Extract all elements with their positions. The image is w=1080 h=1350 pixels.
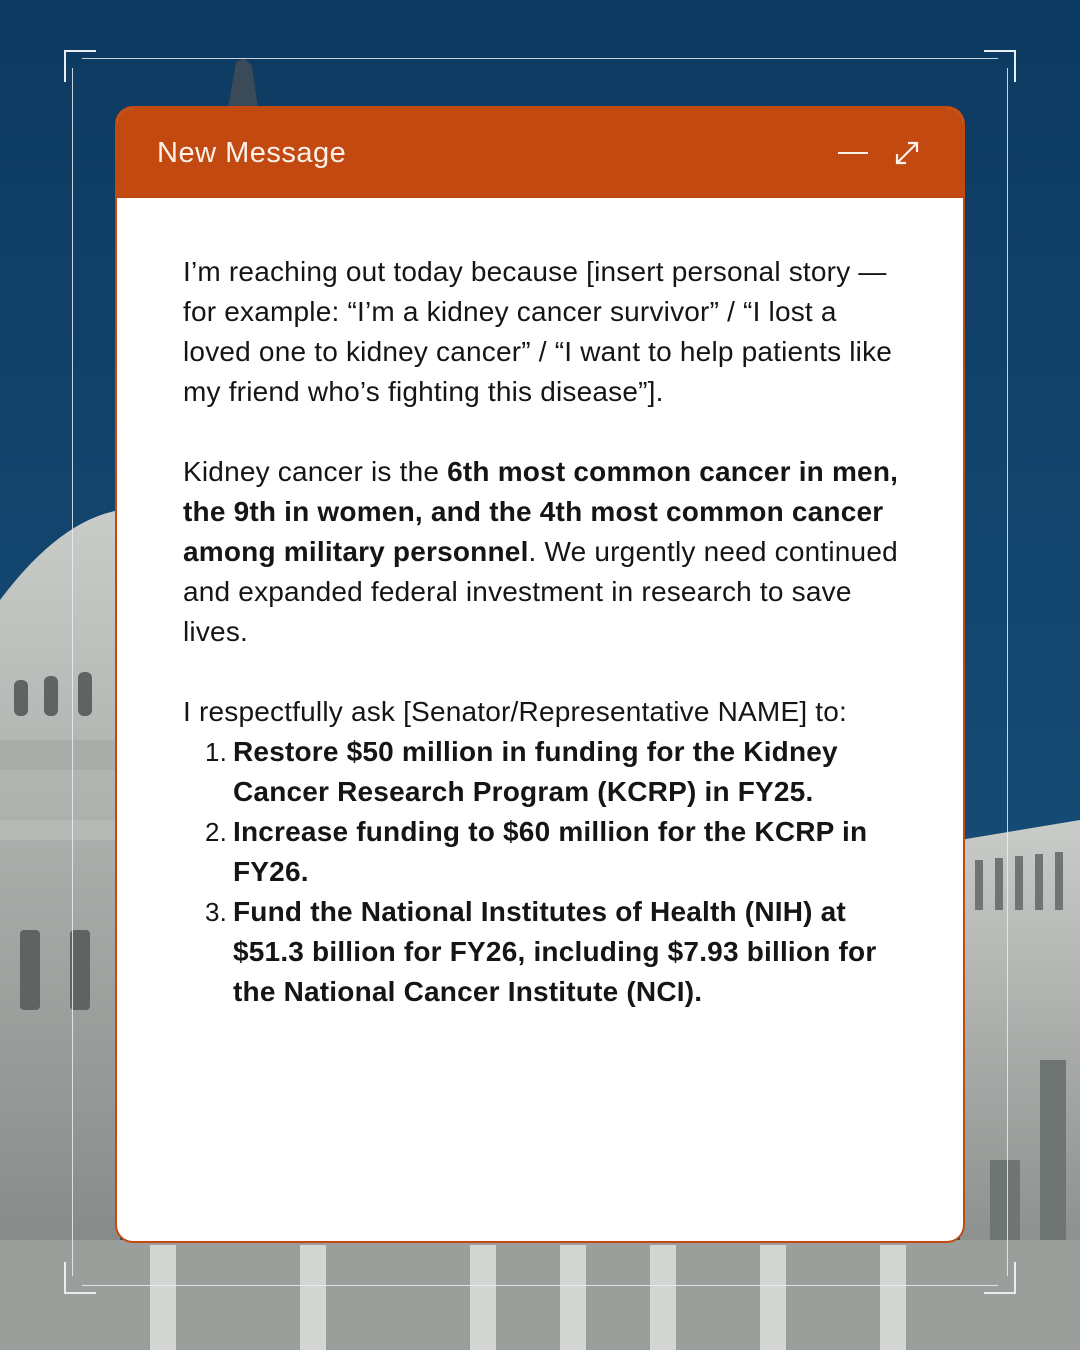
expand-arrows-icon <box>892 138 922 168</box>
list-number: 2. <box>205 817 228 847</box>
list-item-text: Fund the National Institutes of Health (NIH) at $51.3 billion for FY26, including $7.93 billion for the National Cancer Institute (NCI). <box>233 896 877 1007</box>
requests-list <box>183 732 903 1012</box>
request-intro-paragraph: I respectfully ask [Senator/Representative NAME] to: <box>183 696 848 727</box>
list-item-text: Restore $50 million in funding for the Kidney Cancer Research Program (KCRP) in FY25. <box>233 736 838 807</box>
list-item <box>205 892 903 1012</box>
list-item <box>205 812 903 892</box>
personal-story-paragraph: I’m reaching out today because [insert personal story — for example: “I’m a kidney cancer survivor” / “I lost a loved one to kidney cancer” / “I want to help patients like my friend who’s fighting this disease”]. <box>183 256 893 407</box>
list-item <box>205 732 903 812</box>
window-titlebar[interactable] <box>117 108 963 198</box>
new-message-window <box>117 108 963 1241</box>
window-title: New Message <box>157 136 347 169</box>
facts-tail: . We urgently need continued and expanded federal investment in research to save lives. <box>183 536 898 647</box>
facts-highlight: 6th most common cancer in men, the 9th in women, and the 4th most common cancer among military personnel <box>183 456 899 567</box>
facts-lead: Kidney cancer is the <box>183 456 448 487</box>
expand-button[interactable] <box>887 133 927 173</box>
list-number: 3. <box>205 897 228 927</box>
list-number: 1. <box>205 737 228 767</box>
kidney-cancer-facts-paragraph <box>183 452 903 652</box>
minimize-icon <box>838 152 868 154</box>
message-body[interactable] <box>117 198 963 1012</box>
minimize-button[interactable] <box>833 133 873 173</box>
list-item-text: Increase funding to $60 million for the KCRP in FY26. <box>233 816 868 887</box>
